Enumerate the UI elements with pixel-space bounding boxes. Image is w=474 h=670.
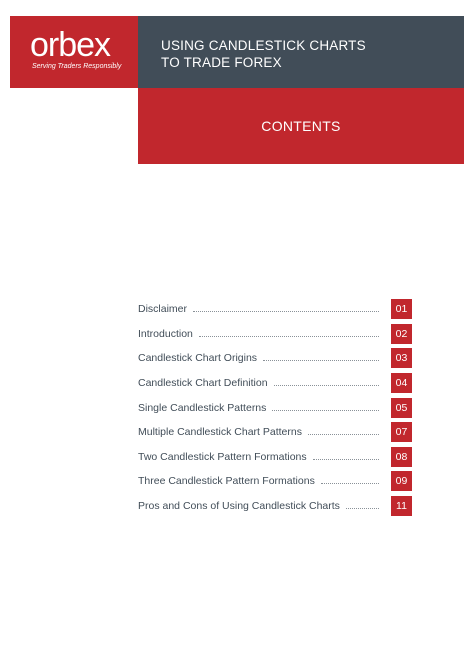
table-of-contents xyxy=(138,297,412,518)
toc-leader-dots xyxy=(308,434,379,435)
toc-entry[interactable] xyxy=(138,322,412,347)
toc-leader-dots xyxy=(263,360,379,361)
document-title-banner xyxy=(138,16,464,88)
toc-leader-dots xyxy=(274,385,379,386)
toc-entry-label: Candlestick Chart Definition xyxy=(138,377,274,389)
toc-entry[interactable] xyxy=(138,395,412,420)
toc-entry-label: Disclaimer xyxy=(138,303,193,315)
toc-entry[interactable] xyxy=(138,297,412,322)
toc-page-number: 08 xyxy=(391,447,412,467)
toc-entry[interactable] xyxy=(138,445,412,470)
toc-entry[interactable] xyxy=(138,371,412,396)
toc-page-number: 11 xyxy=(391,496,412,516)
toc-leader-dots xyxy=(346,508,379,509)
toc-page-number: 04 xyxy=(391,373,412,393)
toc-entry-label: Candlestick Chart Origins xyxy=(138,352,263,364)
toc-entry[interactable] xyxy=(138,346,412,371)
toc-leader-dots xyxy=(199,336,379,337)
toc-entry-label: Three Candlestick Pattern Formations xyxy=(138,475,321,487)
contents-banner xyxy=(138,88,464,164)
toc-entry[interactable] xyxy=(138,494,412,519)
toc-entry[interactable] xyxy=(138,420,412,445)
toc-entry-label: Introduction xyxy=(138,328,199,340)
toc-leader-dots xyxy=(313,459,379,460)
toc-entry-label: Pros and Cons of Using Candlestick Charts xyxy=(138,500,346,512)
toc-leader-dots xyxy=(272,410,379,411)
toc-leader-dots xyxy=(321,483,379,484)
logo-wordmark: orbex xyxy=(30,26,111,64)
document-title-line-2: TO TRADE FOREX xyxy=(161,55,282,70)
toc-page-number: 05 xyxy=(391,398,412,418)
logo-tagline: Serving Traders Responsibly xyxy=(32,63,122,70)
contents-heading: CONTENTS xyxy=(261,118,341,134)
document-title-line-1: USING CANDLESTICK CHARTS xyxy=(161,38,366,53)
toc-page-number: 03 xyxy=(391,348,412,368)
toc-entry-label: Two Candlestick Pattern Formations xyxy=(138,451,313,463)
brand-logo xyxy=(10,16,138,88)
toc-page-number: 07 xyxy=(391,422,412,442)
toc-page-number: 09 xyxy=(391,471,412,491)
toc-leader-dots xyxy=(193,311,379,312)
toc-page-number: 02 xyxy=(391,324,412,344)
toc-entry-label: Multiple Candlestick Chart Patterns xyxy=(138,426,308,438)
toc-page-number: 01 xyxy=(391,299,412,319)
toc-entry[interactable] xyxy=(138,469,412,494)
toc-entry-label: Single Candlestick Patterns xyxy=(138,402,272,414)
